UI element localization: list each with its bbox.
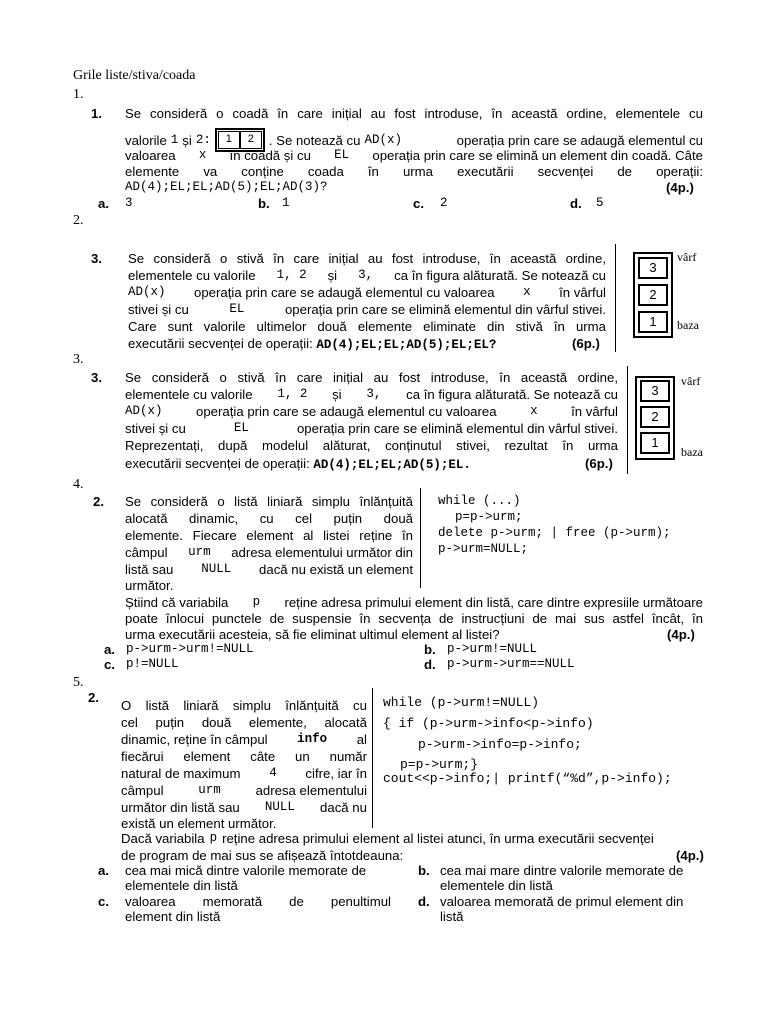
q3-index: 3. <box>73 352 84 367</box>
q5-code-line-3: p->urm->info=p->info; <box>418 737 582 752</box>
q2-line-2: elementele cu valorile 1, 2 și 3, ca în figura alăturată. Se notează cu <box>128 268 606 283</box>
q4-option-a-label: a. <box>104 642 115 657</box>
q1-option-d: 5 <box>596 196 604 210</box>
q4-option-b-label: b. <box>424 642 436 657</box>
q5-code-line-4: p=p->urm;} <box>400 757 479 772</box>
q1-option-a: 3 <box>125 196 133 210</box>
q4-paragraph-line-3: urma executării acesteia, să fie eliminat ultimul element al listei? <box>125 627 500 642</box>
q5-line-1: O listă liniară simplu înlănțuită cu <box>121 698 367 713</box>
q5-option-a-line-2: elementele din listă <box>125 878 238 893</box>
q5-code-line-5: cout<<p->info;| printf(“%d”,p->info); <box>383 771 672 786</box>
q3-line-4: stivei și cu EL operația prin care se elimină elementul din vârful stivei. <box>125 421 618 436</box>
q2-points: (6p.) <box>572 336 600 351</box>
q2-line-4: stivei și cu EL operația prin care se elimină elementul din vârful stivei. <box>128 302 606 317</box>
stack-cell: 2 <box>638 284 668 306</box>
queue-cell: 2 <box>240 131 262 149</box>
q5-points: (4p.) <box>676 848 704 863</box>
stack-cell: 3 <box>640 380 670 402</box>
q5-option-a-line-1: cea mai mică dintre valorile memorate de <box>125 863 367 878</box>
q5-line-3: dinamic, reține în câmpul info al <box>121 732 367 747</box>
q4-option-c: p!=NULL <box>126 657 179 671</box>
q5-option-b-line-2: elementele din listă <box>440 878 553 893</box>
q3-number: 3. <box>91 370 102 385</box>
stack-top-label: vârf <box>677 250 697 264</box>
q4-number: 2. <box>93 494 104 509</box>
q2-line-3: AD(x) operația prin care se adaugă elementul cu valoarea x în vârful <box>128 285 606 300</box>
q2-number: 3. <box>91 251 102 266</box>
q4-line-6: următor. <box>125 578 174 593</box>
q5-number: 2. <box>88 690 99 705</box>
q4-line-4: câmpul urm adresa elementului următor din <box>125 545 413 560</box>
q1-option-a-label: a. <box>98 196 109 211</box>
q5-line-2: cel puțin două elemente, alocată <box>121 715 367 730</box>
q4-code-line-4: p->urm=NULL; <box>438 542 529 556</box>
q1-index: 1. <box>73 87 84 102</box>
q5-option-c-label: c. <box>98 894 109 909</box>
q1-line-3: valoarea x în coadă și cu EL operația prin care se elimină un element din coadă. Câte <box>125 148 703 163</box>
q3-line-1: Se consideră o stivă în care inițial au fost introduse, în această ordine, <box>125 370 618 385</box>
q5-option-d-line-2: listă <box>440 909 464 924</box>
q3-points: (6p.) <box>585 456 613 471</box>
q5-paragraph-line-1: Dacă variabila p reține adresa primului element al listei atunci, în urma executării secvenței <box>121 831 654 846</box>
divider <box>615 244 616 352</box>
q5-code-line-2: { if (p->urm->info<p->info) <box>383 716 594 731</box>
q4-code-line-1: while (...) <box>438 494 521 508</box>
q4-option-d: p->urm->urm==NULL <box>447 657 575 671</box>
stack-base-label: baza <box>677 318 699 332</box>
q5-line-4: fiecărui element câte un număr <box>121 749 367 764</box>
q4-line-3: elemente. Fiecare element al listei reține în <box>125 528 413 543</box>
q1-option-c-label: c. <box>413 196 424 211</box>
q1-number: 1. <box>91 106 102 121</box>
q4-option-d-label: d. <box>424 657 436 672</box>
q1-option-b: 1 <box>282 196 290 210</box>
q4-line-1: Se consideră o listă liniară simplu înlănțuită <box>125 494 413 509</box>
q5-line-7: următor din listă sau NULL dacă nu <box>121 800 367 815</box>
stack-cell: 2 <box>640 406 670 428</box>
q3-line-2: elementele cu valorile 1, 2 și 3, ca în figura alăturată. Se notează cu <box>125 387 618 402</box>
q1-line-1: Se consideră o coadă în care inițial au fost introduse, în această ordine, elementele cu <box>125 106 703 121</box>
q5-paragraph-line-2: de program de mai sus se afișează întotdeauna: <box>121 848 404 863</box>
q4-option-b: p->urm!=NULL <box>447 642 538 656</box>
document-title: Grile liste/stiva/coada <box>73 68 196 83</box>
q5-option-c-line-1: valoarea memorată de penultimul <box>125 894 391 909</box>
stack-base-label: baza <box>681 445 703 459</box>
q4-points: (4p.) <box>667 627 695 642</box>
q1-points: (4p.) <box>666 180 694 195</box>
q1-option-c: 2 <box>440 196 448 210</box>
q4-line-2: alocată dinamic, cu cel puțin două <box>125 511 413 526</box>
q3-line-5: Reprezentați, după modelul alăturat, conținutul stivei, rezultat în urma <box>125 438 618 453</box>
divider <box>420 488 421 588</box>
q4-code-line-2: p=p->urm; <box>455 510 523 524</box>
q2-index: 2. <box>73 213 84 228</box>
q5-option-a-label: a. <box>98 863 109 878</box>
q4-paragraph-line-2: poate înlocui punctele de suspensie în secvența de instrucțiuni de mai sus astfel încât, în <box>125 611 703 626</box>
stack-cell: 1 <box>640 432 670 454</box>
q4-index: 4. <box>73 477 84 492</box>
stack-cell: 1 <box>638 311 668 333</box>
divider <box>627 366 628 474</box>
stack-cell: 3 <box>638 257 668 279</box>
q2-line-1: Se consideră o stivă în care inițial au fost introduse, în această ordine, <box>128 251 606 266</box>
q1-operations: AD(4);EL;EL;AD(5);EL;AD(3)? <box>125 180 328 194</box>
q5-option-d-line-1: valoarea memorată de primul element din <box>440 894 684 909</box>
q1-line-4: elemente va conține coada în urma executării secvenței de operații: <box>125 164 703 179</box>
q4-line-5: listă sau NULL dacă nu există un element <box>125 562 413 577</box>
divider <box>372 688 373 828</box>
q1-option-d-label: d. <box>570 196 582 211</box>
queue-cell: 1 <box>218 131 240 149</box>
q1-line-2: valorile 1 și 2: 1 2 . Se notează cu AD(x) operația prin care se adaugă elementul cu <box>125 128 703 152</box>
q3-line-3: AD(x) operația prin care se adaugă elementul cu valoarea x în vârful <box>125 404 618 419</box>
q4-option-c-label: c. <box>104 657 115 672</box>
q5-option-d-label: d. <box>418 894 430 909</box>
q3-line-6: executării secvenței de operații: AD(4);EL;EL;AD(5);EL. <box>125 456 471 472</box>
q5-line-5: natural de maximum 4 cifre, iar în <box>121 766 367 781</box>
q5-line-8: există un element următor. <box>121 816 277 831</box>
q4-paragraph-line-1: Știind că variabila p reține adresa primului element din listă, care dintre expresiile următoare <box>125 595 703 610</box>
q5-option-c-line-2: element din listă <box>125 909 221 924</box>
stack-top-label: vârf <box>681 374 701 388</box>
q5-index: 5. <box>73 675 84 690</box>
q5-line-6: câmpul urm adresa elementului <box>121 783 367 798</box>
q5-option-b-line-1: cea mai mare dintre valorile memorate de <box>440 863 684 878</box>
q2-line-5: Care sunt valorile ultimelor două elemente eliminate din stivă în urma <box>128 319 606 334</box>
q1-option-b-label: b. <box>258 196 270 211</box>
q5-code-line-1: while (p->urm!=NULL) <box>383 695 540 710</box>
q4-code-line-3: delete p->urm; | free (p->urm); <box>438 526 671 540</box>
q5-option-b-label: b. <box>418 863 430 878</box>
q4-option-a: p->urm->urm!=NULL <box>126 642 254 656</box>
q2-line-6: executării secvenței de operații: AD(4);EL;EL;AD(5);EL;EL? <box>128 336 497 352</box>
